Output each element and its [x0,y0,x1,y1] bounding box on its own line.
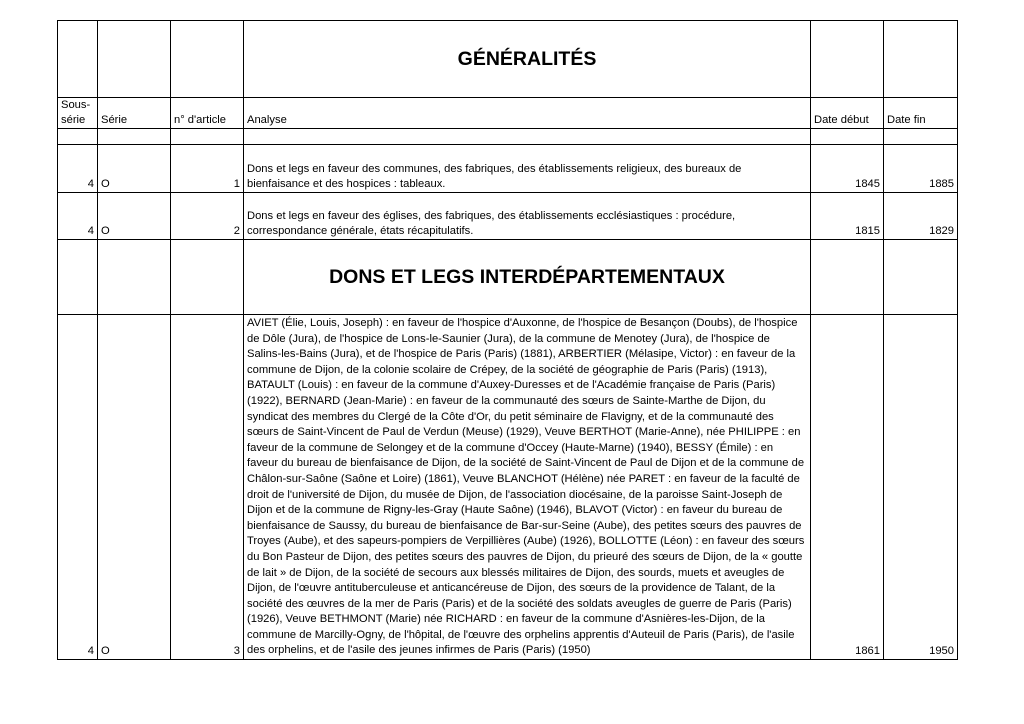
column-header-sous-serie: Sous-série [58,98,98,129]
serie-cell: O [98,145,171,193]
empty-cell [884,21,958,98]
date-debut-cell: 1861 [811,315,884,660]
serie-cell: O [98,193,171,240]
section-header-row [58,240,958,315]
date-debut-cell: 1845 [811,145,884,193]
empty-cell [58,240,98,315]
empty-cell [98,21,171,98]
column-header-date-fin: Date fin [884,98,958,129]
analyse-cell: Dons et legs en faveur des églises, des fabriques, des établissements ecclésiastiques : procédure, correspondance générale, états récapitulatifs. [244,193,811,240]
column-header-row [58,98,958,129]
empty-cell [811,21,884,98]
sous-serie-cell: 4 [58,145,98,193]
date-fin-cell: 1829 [884,193,958,240]
table-row [58,145,958,193]
empty-cell [171,129,244,145]
inventory-table [57,20,958,660]
empty-cell [98,240,171,315]
empty-cell [58,21,98,98]
column-header-article: n° d'article [171,98,244,129]
empty-cell [171,21,244,98]
column-header-analyse: Analyse [244,98,811,129]
spacer-row [58,129,958,145]
empty-cell [58,129,98,145]
article-cell: 2 [171,193,244,240]
empty-cell [98,129,171,145]
empty-cell [811,240,884,315]
article-cell: 1 [171,145,244,193]
date-fin-cell: 1885 [884,145,958,193]
table-row [58,315,958,660]
date-fin-cell: 1950 [884,315,958,660]
article-cell: 3 [171,315,244,660]
section-header-row [58,21,958,98]
analyse-cell: Dons et legs en faveur des communes, des fabriques, des établissements religieux, des bureaux de bienfaisance et des hospices : tableaux. [244,145,811,193]
serie-cell: O [98,315,171,660]
section-title-dons-legs: DONS ET LEGS INTERDÉPARTEMENTAUX [244,240,811,315]
empty-cell [811,129,884,145]
column-header-serie: Série [98,98,171,129]
date-debut-cell: 1815 [811,193,884,240]
sous-serie-cell: 4 [58,315,98,660]
empty-cell [171,240,244,315]
sous-serie-cell: 4 [58,193,98,240]
empty-cell [884,129,958,145]
table-row [58,193,958,240]
section-title-generalites: GÉNÉRALITÉS [244,21,811,98]
empty-cell [244,129,811,145]
column-header-date-debut: Date début [811,98,884,129]
analyse-cell: AVIET (Élie, Louis, Joseph) : en faveur de l'hospice d'Auxonne, de l'hospice de Besançon (Doubs), de l'hospice de Dôle (Jura), de l'hospice de Lons-le-Saunier (Jura), de la commune de Menotey (Jura), de l'hospice de Salins-les-Bains (Jura), et de l'hospice de Paris (Paris) (1881), ARBERTIER (Mélasipe, Victor) : en faveur de la commune de Dijon, de la colonie scolaire de Crépey, de la société de géographie de Paris (Paris) (1913), BATAULT (Louis) : en faveur de la commune d'Auxey-Duresses et de l'Académie française de Paris (Paris) (1922), BERNARD (Jean-Marie) : en faveur de la communauté des sœurs de Sainte-Marthe de Dijon, du syndicat des membres du Clergé de la Côte d'Or, du petit séminaire de Flavigny, et de la communauté des sœurs de Saint-Vincent de Paul de Verdun (Meuse) (1929), Veuve BERTHOT (Marie-Anne), née PHILIPPE : en faveur de la commune de Selongey et de la commune d'Occey (Haute-Marne) (1940), BESSY (Émile) : en faveur du bureau de bienfaisance de Dijon, de la société de Saint-Vincent de Paul de Dijon et de la commune de Châlon-sur-Saône (Saône et Loire) (1861), Veuve BLANCHOT (Hélène) née PARET : en faveur de la faculté de droit de l'université de Dijon, du musée de Dijon, de l'association diocésaine, de la paroisse Saint-Joseph de Dijon et de la commune de Rigny-les-Gray (Haute Saône) (1946), BLAVOT (Victor) : en faveur du bureau de bienfaisance de Saussy, du bureau de bienfaisance de Bar-sur-Seine (Aube), des petites sœurs des pauvres de Troyes (Aube), et des sapeurs-pompiers de Verpillières (Aube) (1926), BOLLOTTE (Léon) : en faveur des sœurs du Bon Pasteur de Dijon, des petites sœurs des pauvres de Dijon, du prieuré des sœurs de Dijon, de la « goutte de lait » de Dijon, de la société de secours aux blessés militaires de Dijon, des sourds, muets et aveugles de Dijon, de l'œuvre antituberculeuse et anticancéreuse de Dijon, des sœurs de la providence de Talant, de la société des œuvres de la mer de Paris (Paris) et de la société des soldats aveugles de guerre de Paris (Paris) (1926), Veuve BETHMONT (Marie) née RICHARD : en faveur de la commune d'Asnières-les-Dijon, de la commune de Marcilly-Ogny, de l'hôpital, de l'œuvre des orphelins apprentis d'Auteuil de Paris (Paris), de l'asile des orphelins, et de l'asile des jeunes infirmes de Paris (Paris) (1950) [244,315,811,660]
empty-cell [884,240,958,315]
